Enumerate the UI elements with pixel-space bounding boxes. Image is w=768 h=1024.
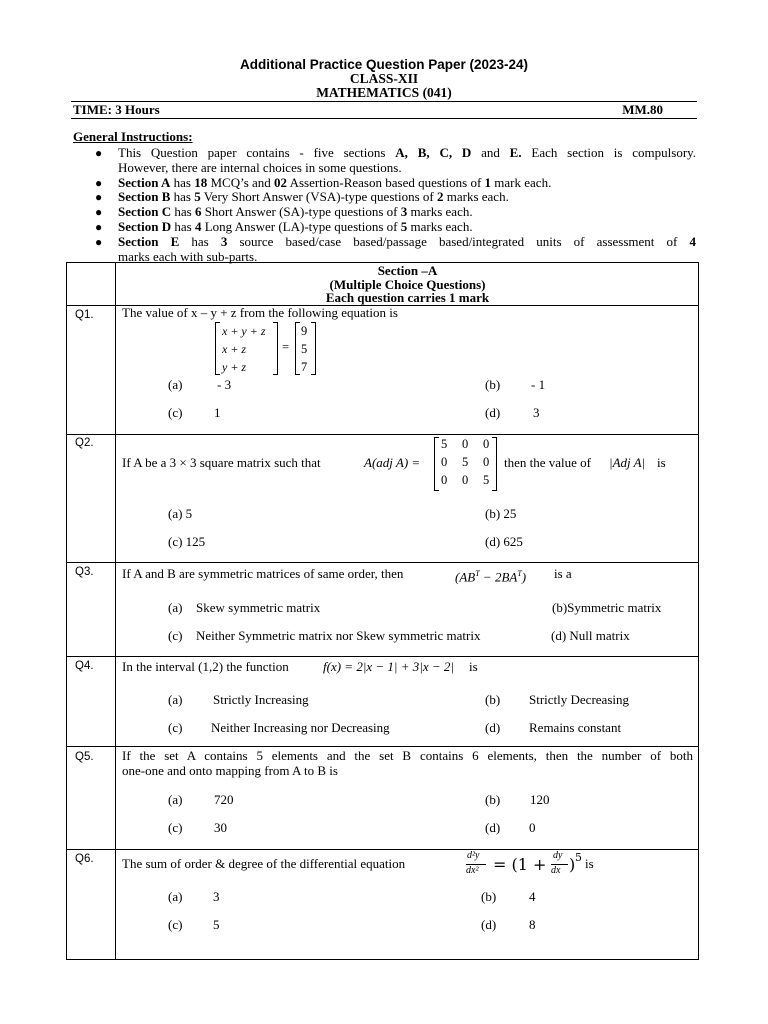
subject-label: MATHEMATICS (041) <box>316 85 452 100</box>
matrix-cell: 0 <box>462 473 469 487</box>
bullet-icon: ● <box>95 190 103 205</box>
equals-sign: = <box>282 340 290 354</box>
option-value: 3 <box>533 405 540 420</box>
option-label: (c) <box>168 720 183 735</box>
question-number: Q3. <box>75 566 94 578</box>
option-value: (a) 5 <box>168 506 193 521</box>
question-text: is <box>657 455 666 470</box>
section-note: Each question carries 1 mark <box>325 290 490 305</box>
option-value: (d) 625 <box>485 534 523 549</box>
option-value: 30 <box>214 820 227 835</box>
option-label: (a) <box>168 889 183 904</box>
matrix-cell: 5 <box>483 473 490 487</box>
option-value: Strictly Increasing <box>213 692 309 707</box>
question-number: Q2. <box>75 437 94 449</box>
option-value: 3 <box>213 889 220 904</box>
instruction-item: Section A has 18 MCQ’s and 02 Assertion-Reason based questions of 1 mark each. <box>118 174 552 190</box>
matrix-cell: 0 <box>462 437 469 451</box>
instruction-item: However, there are internal choices in some questions. <box>118 159 402 175</box>
question-text: is <box>585 856 594 871</box>
time-marks-bar <box>71 101 697 119</box>
matrix-cell: 0 <box>483 455 490 469</box>
math-operator: = (1 + <box>493 855 547 874</box>
instruction-item: marks each with sub-parts. <box>118 248 258 264</box>
option-label: (b) <box>485 792 501 807</box>
option-value: - 3 <box>217 377 232 392</box>
option-value: 0 <box>529 820 536 835</box>
question-text: The value of x – y + z from the following equation is <box>122 305 398 320</box>
row-divider <box>66 434 699 435</box>
question-text: If the set A contains 5 elements and the set B contains 6 elements, then the number of both <box>122 748 693 763</box>
fraction-numerator: dy <box>553 850 563 861</box>
question-number: Q6. <box>75 853 94 865</box>
bracket-left <box>215 322 220 375</box>
question-text: is a <box>554 566 572 581</box>
option-value: - 1 <box>531 377 546 392</box>
option-label: (c) <box>168 405 183 420</box>
option-label: (c) <box>168 820 183 835</box>
power-exponent: 5 <box>575 851 582 864</box>
option-label: (d) <box>485 405 501 420</box>
question-text: is <box>469 659 478 674</box>
option-value: 5 <box>213 917 220 932</box>
option-value: Skew symmetric matrix <box>196 600 321 615</box>
option-label: (a) <box>168 600 183 615</box>
question-text: The sum of order & degree of the differential equation <box>122 856 406 871</box>
matrix-cell: 5 <box>462 455 469 469</box>
math-expression: |Adj A| <box>609 455 646 470</box>
question-text: If A and B are symmetric matrices of same order, then <box>122 566 404 581</box>
option-value: Strictly Decreasing <box>529 692 629 707</box>
general-instructions-title: General Instructions: <box>73 129 193 144</box>
instruction-item: Section E has 3 source based/case based/passage based/integrated units of assessment of 4 <box>118 233 696 249</box>
question-number: Q5. <box>75 751 94 763</box>
option-value: (d) Null matrix <box>551 628 630 643</box>
math-expression: $(AB^T - 2BA^T)$ <box>455 569 527 585</box>
option-label: (c) <box>168 628 183 643</box>
option-label: (d) <box>485 820 501 835</box>
row-divider <box>66 849 699 850</box>
bullet-icon: ● <box>95 220 103 234</box>
column-divider <box>115 262 116 960</box>
class-label: CLASS-XII <box>349 71 419 86</box>
option-value: (b) 25 <box>485 506 517 521</box>
matrix-cell: 5 <box>301 342 308 356</box>
option-value: 4 <box>529 889 536 904</box>
option-label: (c) <box>168 917 183 932</box>
bullet-icon: ● <box>95 175 103 190</box>
matrix-cell: 7 <box>301 360 308 374</box>
math-expression: f(x) = 2|x − 1| + 3|x − 2| <box>323 659 454 674</box>
option-value: Neither Symmetric matrix nor Skew symmetric matrix <box>196 628 481 643</box>
bracket-left <box>295 322 300 375</box>
section-title: Section –A <box>377 263 438 278</box>
matrix-cell: 0 <box>483 437 490 451</box>
bullet-icon: ● <box>95 205 103 220</box>
row-divider <box>66 656 699 657</box>
question-text: then the value of <box>504 455 591 470</box>
row-divider <box>66 562 699 563</box>
option-value: (b)Symmetric matrix <box>552 600 662 615</box>
matrix-cell: y + z <box>222 360 247 374</box>
option-label: (a) <box>168 377 183 392</box>
time-label: TIME: 3 Hours <box>73 102 160 117</box>
question-text: one-one and onto mapping from A to B is <box>122 763 338 778</box>
matrix-cell: 0 <box>441 455 448 469</box>
math-expression: A(adj A) = <box>364 455 421 470</box>
option-value: Remains constant <box>529 720 622 735</box>
fraction-denominator: dx² <box>466 865 479 876</box>
bracket-right <box>311 322 316 375</box>
bracket-right <box>273 322 278 375</box>
question-number: Q1. <box>75 309 94 321</box>
section-subtitle: (Multiple Choice Questions) <box>329 276 486 292</box>
option-value: (c) 125 <box>168 534 206 549</box>
fraction-numerator: d²y <box>467 850 480 861</box>
matrix-cell: x + y + z <box>222 324 266 338</box>
instruction-item: Section B has 5 Very Short Answer (VSA)-type questions of 2 marks each. <box>118 189 509 205</box>
fraction-denominator: dx <box>551 865 561 876</box>
option-value: 120 <box>530 792 550 807</box>
question-text: If A be a 3 × 3 square matrix such that <box>122 455 321 470</box>
instruction-item: Section C has 6 Short Answer (SA)-type questions of 3 marks each. <box>118 204 473 220</box>
option-label: (b) <box>485 377 501 392</box>
row-divider <box>66 746 699 747</box>
matrix-cell: x + z <box>222 342 247 356</box>
option-label: (b) <box>485 692 501 707</box>
option-value: 8 <box>529 917 536 932</box>
option-value: 720 <box>214 792 234 807</box>
instruction-item: Section D has 4 Long Answer (LA)-type questions of 5 marks each. <box>118 219 473 234</box>
math-operator: ) <box>569 855 576 874</box>
matrix-cell: 5 <box>441 437 448 451</box>
paper-title: Additional Practice Question Paper (2023-24) <box>239 57 529 72</box>
max-marks-label: MM.80 <box>622 102 663 117</box>
matrix-cell: 9 <box>301 324 308 338</box>
option-value: 1 <box>214 405 221 420</box>
matrix-cell: 0 <box>441 473 448 487</box>
bullet-icon: ● <box>95 234 103 249</box>
instruction-item: This Question paper contains - five sections A, B, C, D and E. Each section is compulsory. <box>118 145 697 160</box>
bracket-right <box>492 437 497 491</box>
option-label: (d) <box>481 917 497 932</box>
option-label: (a) <box>168 792 183 807</box>
question-text: In the interval (1,2) the function <box>122 659 289 674</box>
question-number: Q4. <box>75 660 94 672</box>
option-value: Neither Increasing nor Decreasing <box>211 720 390 735</box>
option-label: (b) <box>481 889 497 904</box>
bracket-left <box>434 437 439 491</box>
option-label: (d) <box>485 720 501 735</box>
option-label: (a) <box>168 692 183 707</box>
bullet-icon: ● <box>95 146 103 160</box>
